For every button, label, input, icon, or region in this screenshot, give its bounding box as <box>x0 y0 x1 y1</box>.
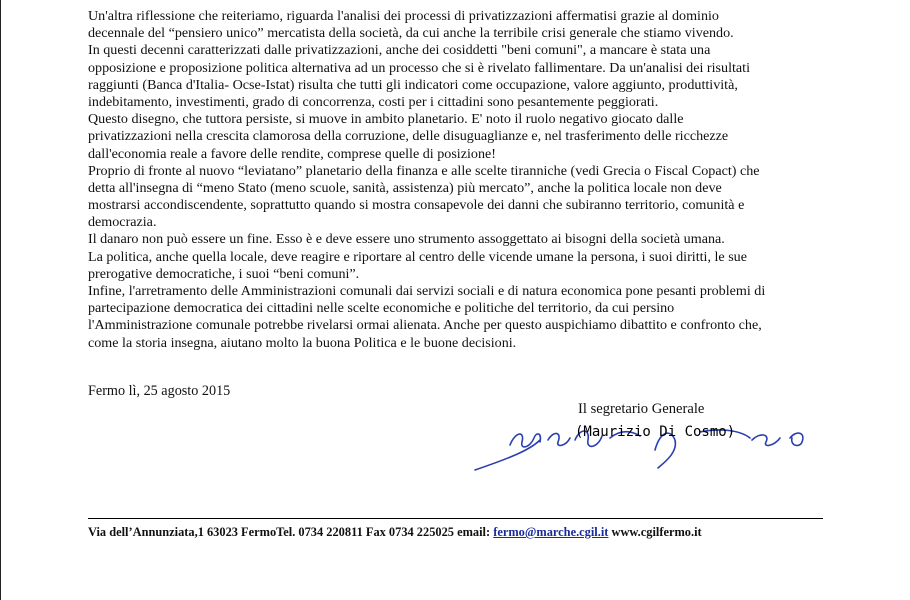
place-date: Fermo lì, 25 agosto 2015 <box>88 383 231 399</box>
body-line: come la storia insegna, aiutano molto la buona Politica e le buone decisioni. <box>88 334 517 351</box>
body-line: democrazia. <box>88 214 157 231</box>
page-left-border <box>0 0 1 600</box>
body-line: Proprio di fronte al nuovo “leviatano” planetario della finanza e alle scelte tiranniche (vedi Grecia o Fiscal Copact) che <box>88 162 760 179</box>
body-line: mostrarsi accondiscendente, soprattutto quando si mostra consapevole dei danni che subiranno territorio, comunità e <box>88 197 745 214</box>
body-line: partecipazione democratica dei cittadini nelle scelte economiche e politiche del territorio, da cui persino <box>88 300 675 317</box>
handwritten-signature <box>470 410 815 475</box>
body-line: privatizzazioni nella crescita clamorosa della corruzione, delle disuguaglianze e, nel trasferimento delle ricchezze <box>88 128 729 145</box>
footer-website: www.cgilfermo.it <box>608 525 702 539</box>
signatory-name: (Maurizio Di Cosmo) <box>575 424 736 440</box>
body-line: In questi decenni caratterizzati dalle privatizzazioni, anche dei cosiddetti "beni comuni", a mancare è stata una <box>88 42 711 59</box>
footer-address: Via dell’Annunziata,1 63023 FermoTel. 0734 220811 Fax 0734 225025 email: <box>88 525 494 539</box>
body-line: Il danaro non può essere un fine. Esso è e deve essere uno strumento assoggettato ai bisogni della società umana. <box>88 231 725 248</box>
body-line: decennale del “pensiero unico” mercatista della società, da cui anche la terribile crisi generale che stiamo vivendo. <box>88 25 734 42</box>
body-line: opposizione e proposizione politica alternativa ad un processo che si è rivelato fallimentare. Da un'analisi dei risultati <box>88 59 750 76</box>
body-line: detta all'insegna di “meno Stato (meno scuole, sanità, assistenza) più mercato”, anche la politica locale non deve <box>88 179 722 196</box>
letter-body <box>88 8 828 352</box>
body-line: prerogative democratiche, i suoi “beni comuni”. <box>88 265 360 282</box>
body-line: Infine, l'arretramento delle Amministrazioni comunali dai servizi sociali e di natura economica pone pesanti problemi di <box>88 283 766 299</box>
body-line: raggiunti (Banca d'Italia- Ocse-Istat) risulta che tutti gli indicatori come occupazione, valore aggiunto, produttività, <box>88 76 738 93</box>
body-line: dall'economia reale a favore delle rendite, comprese quelle di posizione! <box>88 145 496 162</box>
footer <box>88 525 828 540</box>
body-line: La politica, anche quella locale, deve reagire e riportare al centro delle vicende umane la persona, i suoi diritti, le sue <box>88 248 747 265</box>
body-line: Questo disegno, che tuttora persiste, si muove in ambito planetario. E' noto il ruolo negativo giocato dalle <box>88 111 684 128</box>
body-line: l'Amministrazione comunale potrebbe rivelarsi ormai alienata. Anche per questo auspichiamo dibattito e confronto che, <box>88 317 762 334</box>
body-line: Un'altra riflessione che reiteriamo, riguarda l'analisi dei processi di privatizzazioni affermatisi grazie al dominio <box>88 8 719 24</box>
body-line: indebitamento, investimenti, grado di concorrenza, costi per i cittadini sono pesantemente peggiorati. <box>88 93 659 110</box>
footer-divider <box>88 518 823 519</box>
signature-role: Il segretario Generale <box>578 401 705 417</box>
footer-email-link[interactable]: fermo@marche.cgil.it <box>493 525 609 539</box>
